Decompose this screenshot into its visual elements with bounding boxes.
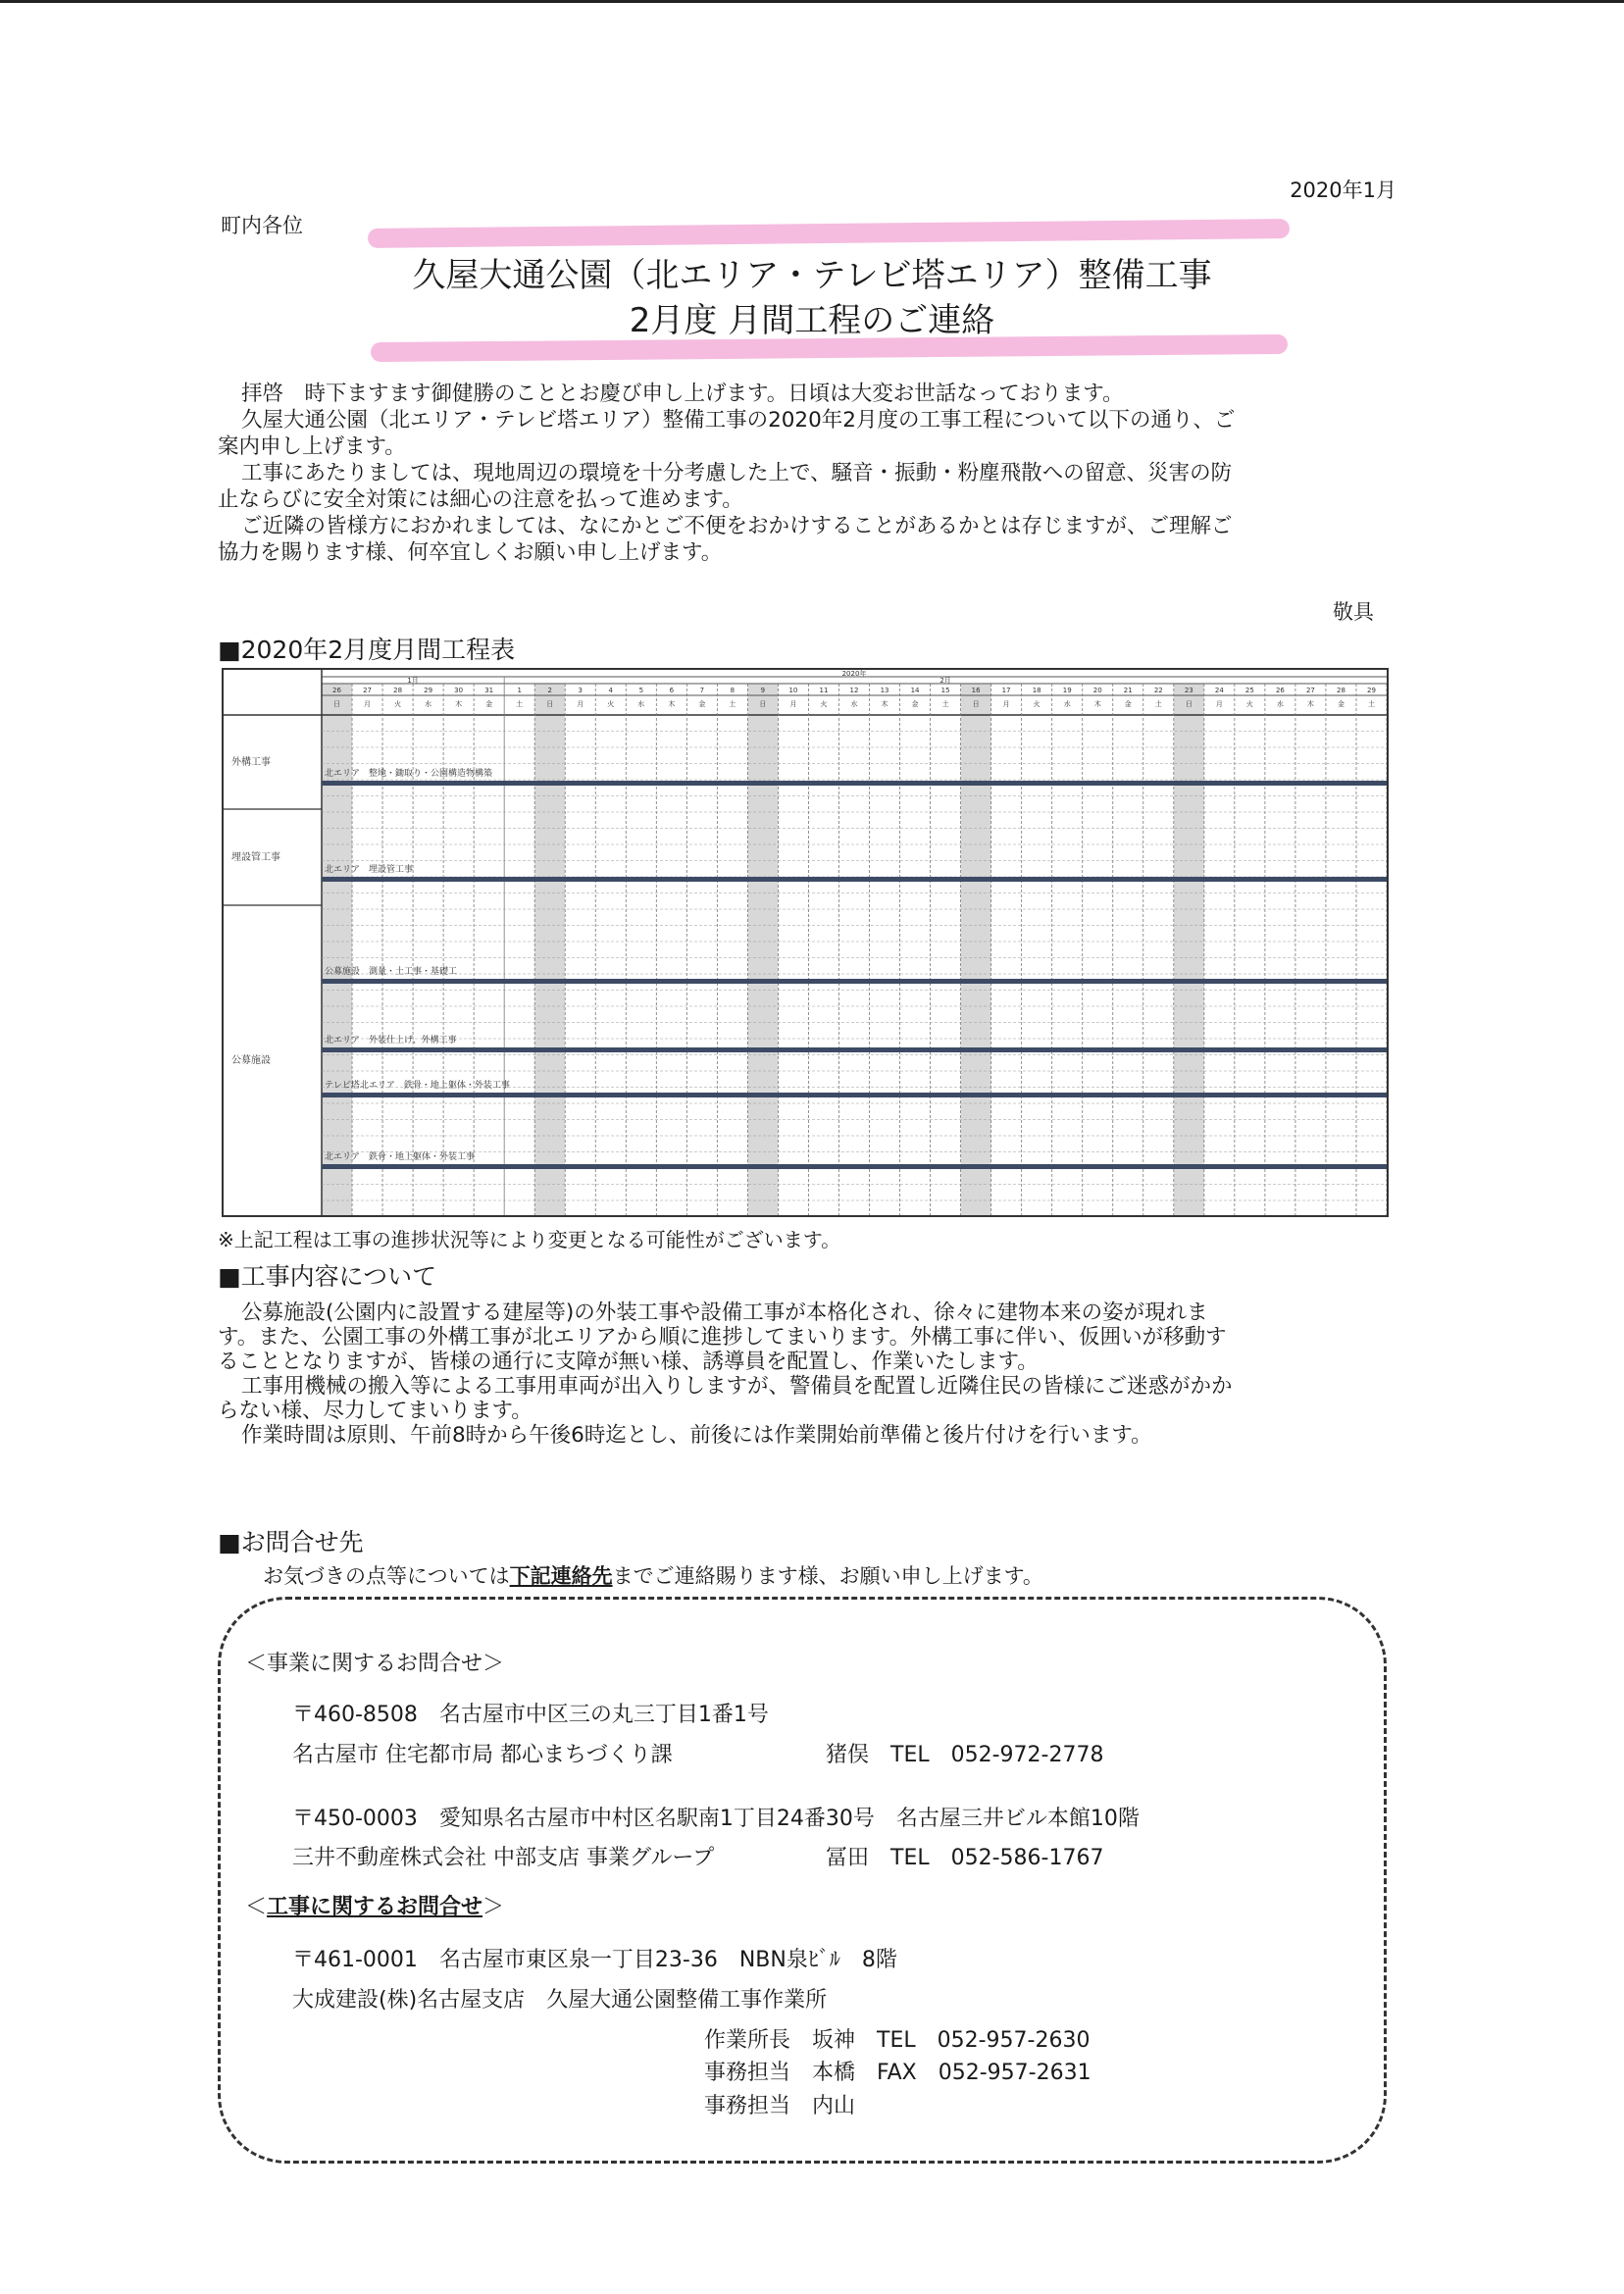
day-label: 28: [393, 687, 403, 694]
top-border: [0, 0, 1624, 3]
content-text: [218, 1300, 1395, 1448]
greeting-paragraph-4a: ご近隣の皆様方におかれましては、なにかとご不便をおかけすることがあるかとは存じますが、ご理解ご: [241, 514, 1233, 538]
contact-intro: [263, 1560, 1043, 1590]
weekday-label: 月: [577, 700, 584, 708]
weekday-label: 土: [941, 700, 949, 708]
mitsui-contact: 冨田 TEL 052-586-1767: [826, 1846, 1104, 1870]
day-label: 3: [578, 687, 583, 694]
business-inquiry-heading: ＜事業に関するお問合せ＞: [245, 1652, 505, 1676]
day-label: 17: [1001, 687, 1011, 694]
weekday-label: 水: [1276, 700, 1284, 708]
day-label: 31: [484, 687, 494, 694]
title-highlight-top: [368, 219, 1290, 248]
content-line-6: 作業時間は原則、午前8時から午後6時迄とし、前後には作業開始前準備と後片付けを行います。: [241, 1423, 1152, 1448]
day-label: 5: [638, 687, 644, 694]
content-line-5: らない様、尽力してまいります。: [218, 1399, 533, 1423]
day-label: 30: [454, 687, 464, 694]
bracket-close: ＞: [482, 1895, 505, 1919]
greeting-paragraph-2b: 案内申し上げます。: [218, 434, 406, 459]
task-label: 北エリア 埋設管工事: [325, 865, 414, 875]
schedule-heading: ■2020年2月度月間工程表: [218, 636, 516, 664]
day-label: 27: [363, 687, 373, 694]
weekday-label: 日: [972, 700, 980, 708]
construction-inquiry-title: 工事に関するお問合せ: [267, 1895, 483, 1919]
month-label-jan: 1月: [407, 677, 419, 685]
greeting-paragraph-3b: 止ならびに安全対策には細心の注意を払って進めます。: [218, 487, 743, 512]
year-label: 2020年: [841, 670, 867, 678]
weekday-label: 水: [1063, 700, 1071, 708]
day-label: 4: [608, 687, 614, 694]
day-label: 9: [760, 687, 766, 694]
weekday-label: 土: [516, 700, 524, 708]
task-label: 北エリア 外装仕上げ、外構工事: [325, 1036, 457, 1045]
day-label: 19: [1062, 687, 1072, 694]
staff-manager: 作業所長 坂神 TEL 052-957-2630: [704, 2028, 1091, 2053]
content-line-1: 公募施設(公園内に設置する建屋等)の外装工事や設備工事が本格化され、徐々に建物本来の姿が現れま: [241, 1300, 1208, 1325]
weekday-label: 水: [850, 700, 858, 708]
city-department: 名古屋市 住宅都市局 都心まちづくり課: [292, 1743, 673, 1767]
staff-clerk-1: 事務担当 本橋 FAX 052-957-2631: [704, 2061, 1091, 2085]
content-line-3: ることとなりますが、皆様の通行に支障が無い様、誘導員を配置し、作業いたします。: [218, 1350, 1039, 1374]
construction-inquiry-heading: [245, 1890, 504, 1920]
day-label: 8: [730, 687, 736, 694]
day-label: 29: [424, 687, 433, 694]
document-date: 2020年1月: [1290, 178, 1396, 202]
task-bar: [322, 979, 1387, 984]
task-label: テレビ塔北エリア 鉄骨・地上躯体・外装工事: [325, 1081, 510, 1091]
staff-clerk-2: 事務担当 内山: [704, 2094, 856, 2118]
weekday-label: 金: [1337, 700, 1345, 708]
weekday-label: 月: [364, 700, 372, 708]
bracket-open: ＜: [245, 1895, 268, 1919]
day-label: 25: [1244, 687, 1254, 694]
content-heading: ■工事内容について: [218, 1262, 437, 1291]
task-bar: [322, 781, 1387, 786]
day-label: 1: [517, 687, 522, 694]
day-label: 27: [1305, 687, 1315, 694]
contact-intro-pre: お気づきの点等については: [263, 1564, 510, 1588]
weekday-label: 金: [698, 700, 706, 708]
task-label: 北エリア 整地・鋤取り・公園構造物構築: [325, 769, 493, 779]
city-contact: 猪俣 TEL 052-972-2778: [826, 1743, 1104, 1767]
weekday-label: 木: [881, 700, 888, 708]
day-label: 10: [788, 687, 798, 694]
category-label: 外構工事: [231, 757, 271, 768]
day-label: 11: [819, 687, 829, 694]
day-label: 7: [699, 687, 705, 694]
weekday-label: 金: [485, 700, 493, 708]
day-label: 2: [547, 687, 552, 694]
weekday-label: 金: [911, 700, 919, 708]
schedule-note: ※上記工程は工事の進捗状況等により変更となる可能性がございます。: [218, 1228, 841, 1251]
content-line-4: 工事用機械の搬入等による工事用車両が出入りしますが、警備員を配置し近隣住民の皆様にご迷惑がかか: [241, 1374, 1233, 1399]
category-label: 公募施設: [231, 1055, 271, 1066]
contact-intro-post: までご連絡賜ります様、お願い申し上げます。: [612, 1564, 1043, 1588]
document-title: [0, 253, 1624, 343]
task-bar: [322, 1164, 1387, 1169]
mitsui-department: 三井不動産株式会社 中部支店 事業グループ: [292, 1846, 715, 1870]
weekday-label: 水: [637, 700, 645, 708]
day-label: 22: [1153, 687, 1163, 694]
greeting-text: [218, 381, 1395, 566]
content-line-2: す。また、公園工事の外構工事が北エリアから順に進捗してまいります。外構工事に伴い、仮囲いが移動す: [218, 1325, 1227, 1350]
greeting-paragraph-3a: 工事にあたりましては、現地周辺の環境を十分考慮した上で、騒音・振動・粉塵飛散への留意、災害の防: [241, 461, 1233, 485]
day-label: 24: [1214, 687, 1224, 694]
weekday-label: 金: [1124, 700, 1132, 708]
schedule-table: [222, 668, 1389, 1217]
schedule-grid: [224, 670, 1387, 1215]
greeting-paragraph-4b: 協力を賜ります様、何卒宜しくお願い申し上げます。: [218, 540, 723, 565]
day-label: 23: [1184, 687, 1193, 694]
weekday-label: 月: [1002, 700, 1010, 708]
greeting-paragraph-2a: 久屋大通公園（北エリア・テレビ塔エリア）整備工事の2020年2月度の工事工程について以下の通り、ご: [241, 408, 1236, 433]
day-label: 13: [880, 687, 889, 694]
task-bar: [322, 877, 1387, 882]
weekday-label: 火: [607, 700, 615, 708]
weekday-label: 日: [759, 700, 767, 708]
weekday-label: 日: [333, 700, 341, 708]
day-label: 28: [1336, 687, 1345, 694]
weekday-label: 月: [1215, 700, 1223, 708]
addressee: 町内各位: [221, 214, 303, 237]
weekday-label: 火: [820, 700, 828, 708]
title-line-2: 2月度 月間工程のご連絡: [629, 301, 995, 340]
title-line-1: 久屋大通公園（北エリア・テレビ塔エリア）整備工事: [412, 256, 1212, 295]
day-label: 29: [1367, 687, 1376, 694]
day-label: 18: [1032, 687, 1041, 694]
task-label: 北エリア 鉄骨・地上躯体・外装工事: [325, 1152, 476, 1162]
closing-word: 敬具: [1333, 600, 1374, 624]
weekday-label: 木: [1093, 700, 1101, 708]
weekday-label: 土: [1367, 700, 1375, 708]
contact-intro-link: 下記連絡先: [509, 1564, 613, 1588]
day-label: 21: [1123, 687, 1133, 694]
weekday-label: 日: [546, 700, 554, 708]
task-bar: [322, 1047, 1387, 1052]
day-label: 15: [940, 687, 950, 694]
month-label-feb: 2月: [939, 677, 951, 685]
city-address: 〒460-8508 名古屋市中区三の丸三丁目1番1号: [292, 1703, 769, 1727]
taisei-office: 大成建設(株)名古屋支店 久屋大通公園整備工事作業所: [292, 1988, 828, 2013]
weekday-label: 木: [455, 700, 463, 708]
day-label: 12: [849, 687, 859, 694]
weekday-label: 火: [1033, 700, 1040, 708]
weekday-label: 月: [789, 700, 797, 708]
greeting-paragraph-1: 拝啓 時下ますます御健勝のこととお慶び申し上げます。日頃は大変お世話なっております。: [241, 382, 1124, 406]
weekday-label: 木: [668, 700, 676, 708]
weekday-label: 水: [425, 700, 432, 708]
weekday-label: 土: [1154, 700, 1162, 708]
weekday-label: 火: [1245, 700, 1253, 708]
task-bar: [322, 1093, 1387, 1097]
day-label: 6: [669, 687, 675, 694]
category-label: 埋設管工事: [231, 852, 280, 863]
mitsui-address: 〒450-0003 愛知県名古屋市中村区名駅南1丁目24番30号 名古屋三井ビル本館10階: [292, 1807, 1140, 1831]
day-label: 26: [1275, 687, 1285, 694]
day-label: 16: [971, 687, 981, 694]
weekday-label: 日: [1185, 700, 1193, 708]
weekday-label: 木: [1306, 700, 1314, 708]
weekday-label: 土: [729, 700, 736, 708]
day-label: 26: [332, 687, 341, 694]
task-label: 公募施設 測量・土工事・基礎工: [325, 967, 458, 977]
day-label: 14: [910, 687, 920, 694]
weekday-label: 火: [394, 700, 402, 708]
taisei-address: 〒461-0001 名古屋市東区泉一丁目23-36 NBN泉ﾋﾞﾙ 8階: [292, 1948, 897, 1972]
contact-heading: ■お問合せ先: [218, 1528, 364, 1556]
day-label: 20: [1092, 687, 1102, 694]
